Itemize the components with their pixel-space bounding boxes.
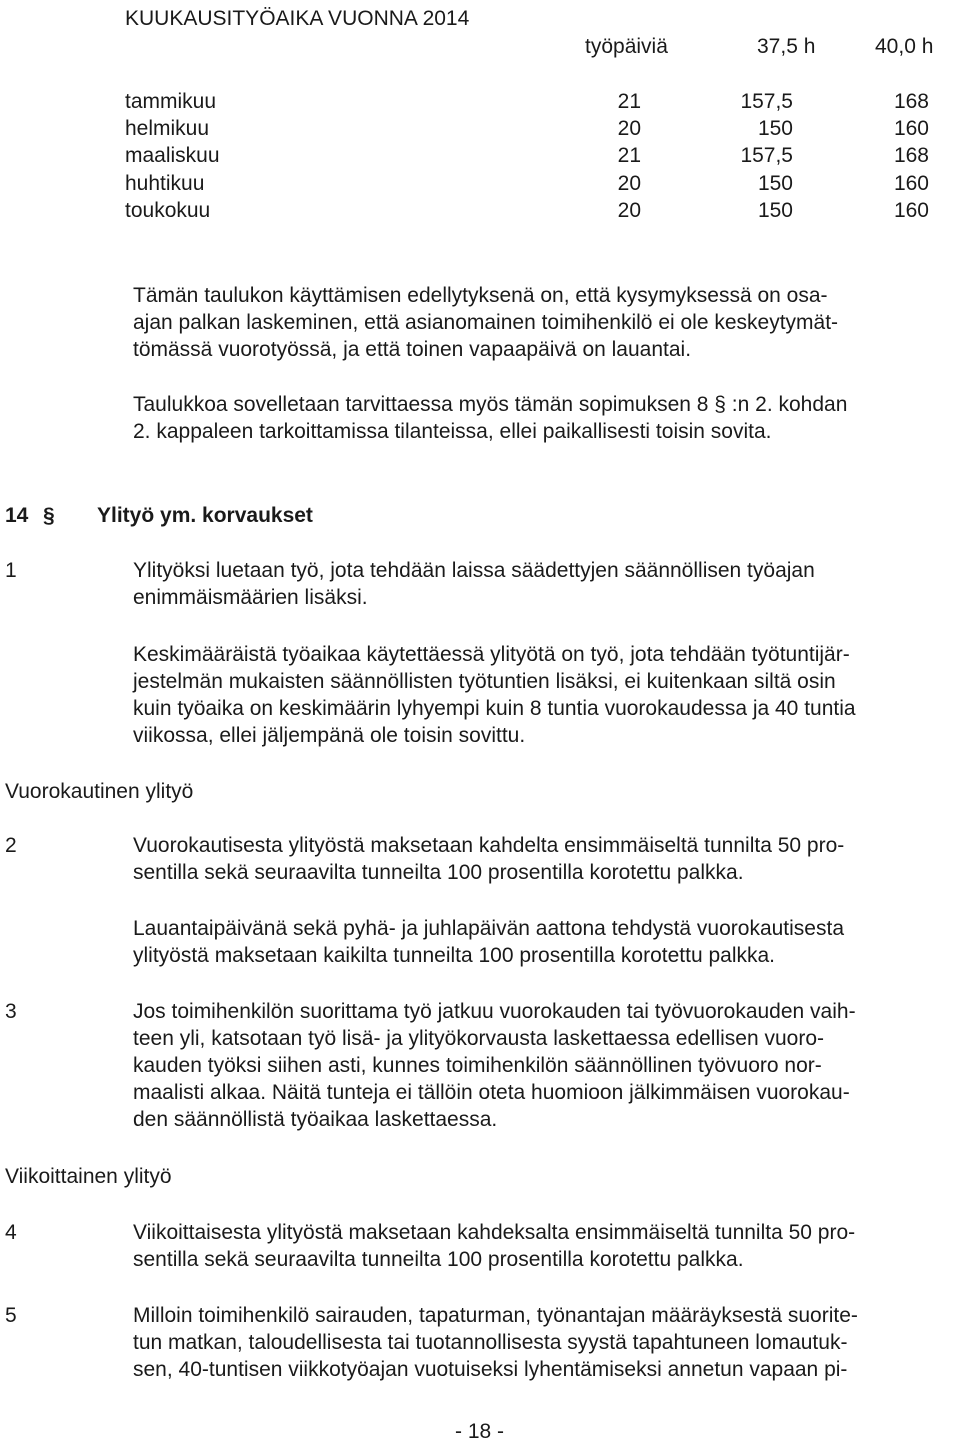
header-37h: 37,5 h — [757, 35, 816, 58]
table-title: KUUKAUSITYÖAIKA VUONNA 2014 — [125, 7, 470, 30]
text-line: viikossa, ellei jäljempänä ole toisin sovittu. — [133, 724, 526, 747]
table-note-paragraph — [133, 282, 933, 363]
text-line: den säännöllistä työaikaa laskettaessa. — [133, 1108, 498, 1131]
hours-375-cell: 150 — [757, 172, 793, 195]
hours-375-cell: 150 — [757, 199, 793, 222]
hours-40-cell: 160 — [893, 199, 929, 222]
month-cell: toukokuu — [125, 199, 211, 222]
text-line: kuin työaika on keskimäärin lyhyempi kuin 8 tuntia vuorokaudessa ja 40 tuntia — [133, 697, 856, 720]
text-line: Vuorokautisesta ylityöstä maksetaan kahdelta ensimmäiseltä tunnilta 50 pro- — [133, 834, 845, 857]
text-line: sentilla sekä seuraavilta tunneilta 100 prosentilla korotettu palkka. — [133, 1248, 744, 1271]
subheading-weekly-overtime: Viikoittainen ylityö — [5, 1165, 172, 1188]
text-line: teen yli, katsotaan työ lisä- ja ylityökorvausta laskettaessa edellisen vuoro- — [133, 1027, 825, 1050]
text-line: 2. kappaleen tarkoittamissa tilanteissa, ellei paikallisesti toisin sovita. — [133, 420, 772, 443]
table-row — [125, 115, 929, 142]
item-number: 1 — [5, 559, 17, 582]
text-line: Milloin toimihenkilö sairauden, tapaturman, työnantajan määräyksestä suorite- — [133, 1304, 858, 1327]
item-2-paragraph — [133, 832, 933, 886]
days-cell: 21 — [617, 144, 641, 167]
text-line: Viikoittaisesta ylityöstä maksetaan kahdeksalta ensimmäiseltä tunnilta 50 pro- — [133, 1221, 856, 1244]
item-number: 4 — [5, 1221, 17, 1244]
month-cell: helmikuu — [125, 117, 210, 140]
text-line: Keskimääräistä työaikaa käytettäessä ylityötä on työ, jota tehdään työtuntijär- — [133, 643, 850, 666]
text-line: tun matkan, taloudellisesta tai tuotannollisesta syystä tapahtuneen lomautuk- — [133, 1331, 848, 1354]
item-5-paragraph — [133, 1302, 933, 1383]
item-3-paragraph — [133, 998, 933, 1133]
text-line: sen, 40-tuntisen viikkotyöajan vuotuiseksi lyhentämiseksi annetun vapaan pi- — [133, 1358, 848, 1381]
item-number: 3 — [5, 1000, 17, 1023]
text-line: Jos toimihenkilön suorittama työ jatkuu vuorokauden tai työvuorokauden vaih- — [133, 1000, 856, 1023]
page-number: - 18 - — [455, 1420, 505, 1443]
days-cell: 20 — [617, 172, 641, 195]
table-row — [125, 197, 929, 224]
hours-375-cell: 150 — [757, 117, 793, 140]
text-line: sentilla sekä seuraavilta tunneilta 100 prosentilla korotettu palkka. — [133, 861, 744, 884]
item-4-paragraph — [133, 1219, 933, 1273]
hours-40-cell: 168 — [893, 90, 929, 113]
days-cell: 21 — [617, 90, 641, 113]
table-row — [125, 142, 929, 169]
text-line: Lauantaipäivänä sekä pyhä- ja juhlapäivän aattona tehdystä vuorokautisesta — [133, 917, 844, 940]
hours-375-cell: 157,5 — [740, 90, 793, 113]
month-cell: huhtikuu — [125, 172, 205, 195]
subheading-daily-overtime: Vuorokautinen ylityö — [5, 780, 194, 803]
section-heading — [5, 502, 313, 529]
section-number: 14 — [5, 504, 29, 527]
table-application-paragraph — [133, 391, 933, 445]
section-title: Ylityö ym. korvaukset — [97, 504, 313, 527]
item-number: 5 — [5, 1304, 17, 1327]
hours-40-cell: 160 — [893, 117, 929, 140]
days-cell: 20 — [617, 117, 641, 140]
header-40h: 40,0 h — [875, 35, 934, 58]
text-line: tömässä vuorotyössä, ja että toinen vapaapäivä on lauantai. — [133, 338, 692, 361]
text-line: enimmäismäärien lisäksi. — [133, 586, 368, 609]
text-line: kauden työksi siihen asti, kunnes toimihenkilön säännöllinen työvuoro nor- — [133, 1054, 822, 1077]
text-line: jestelmän mukaisten säännöllisten työtuntien lisäksi, ei kuitenkaan siltä osin — [133, 670, 836, 693]
text-line: Taulukkoa sovelletaan tarvittaessa myös tämän sopimuksen 8 § :n 2. kohdan — [133, 393, 848, 416]
text-line: ajan palkan laskeminen, että asianomainen toimihenkilö ei ole keskeytymät- — [133, 311, 839, 334]
hours-40-cell: 168 — [893, 144, 929, 167]
item-1b-paragraph — [133, 641, 933, 749]
month-cell: maaliskuu — [125, 144, 220, 167]
table-row — [125, 170, 929, 197]
item-1-paragraph — [133, 557, 933, 611]
item-number: 2 — [5, 834, 17, 857]
days-cell: 20 — [617, 199, 641, 222]
header-workdays: työpäiviä — [585, 35, 668, 58]
section-symbol: § — [43, 504, 55, 527]
text-line: maalisti alkaa. Näitä tunteja ei tällöin oteta huomioon jälkimmäisen vuorokau- — [133, 1081, 850, 1104]
text-line: ylityöstä maksetaan kaikilta tunneilta 100 prosentilla korotettu palkka. — [133, 944, 776, 967]
table-row — [125, 88, 929, 115]
text-line: Ylityöksi luetaan työ, jota tehdään laissa säädettyjen säännöllisen työajan — [133, 559, 815, 582]
hours-40-cell: 160 — [893, 172, 929, 195]
hours-375-cell: 157,5 — [740, 144, 793, 167]
month-cell: tammikuu — [125, 90, 217, 113]
text-line: Tämän taulukon käyttämisen edellytyksenä on, että kysymyksessä on osa- — [133, 284, 828, 307]
item-2b-paragraph — [133, 915, 933, 969]
